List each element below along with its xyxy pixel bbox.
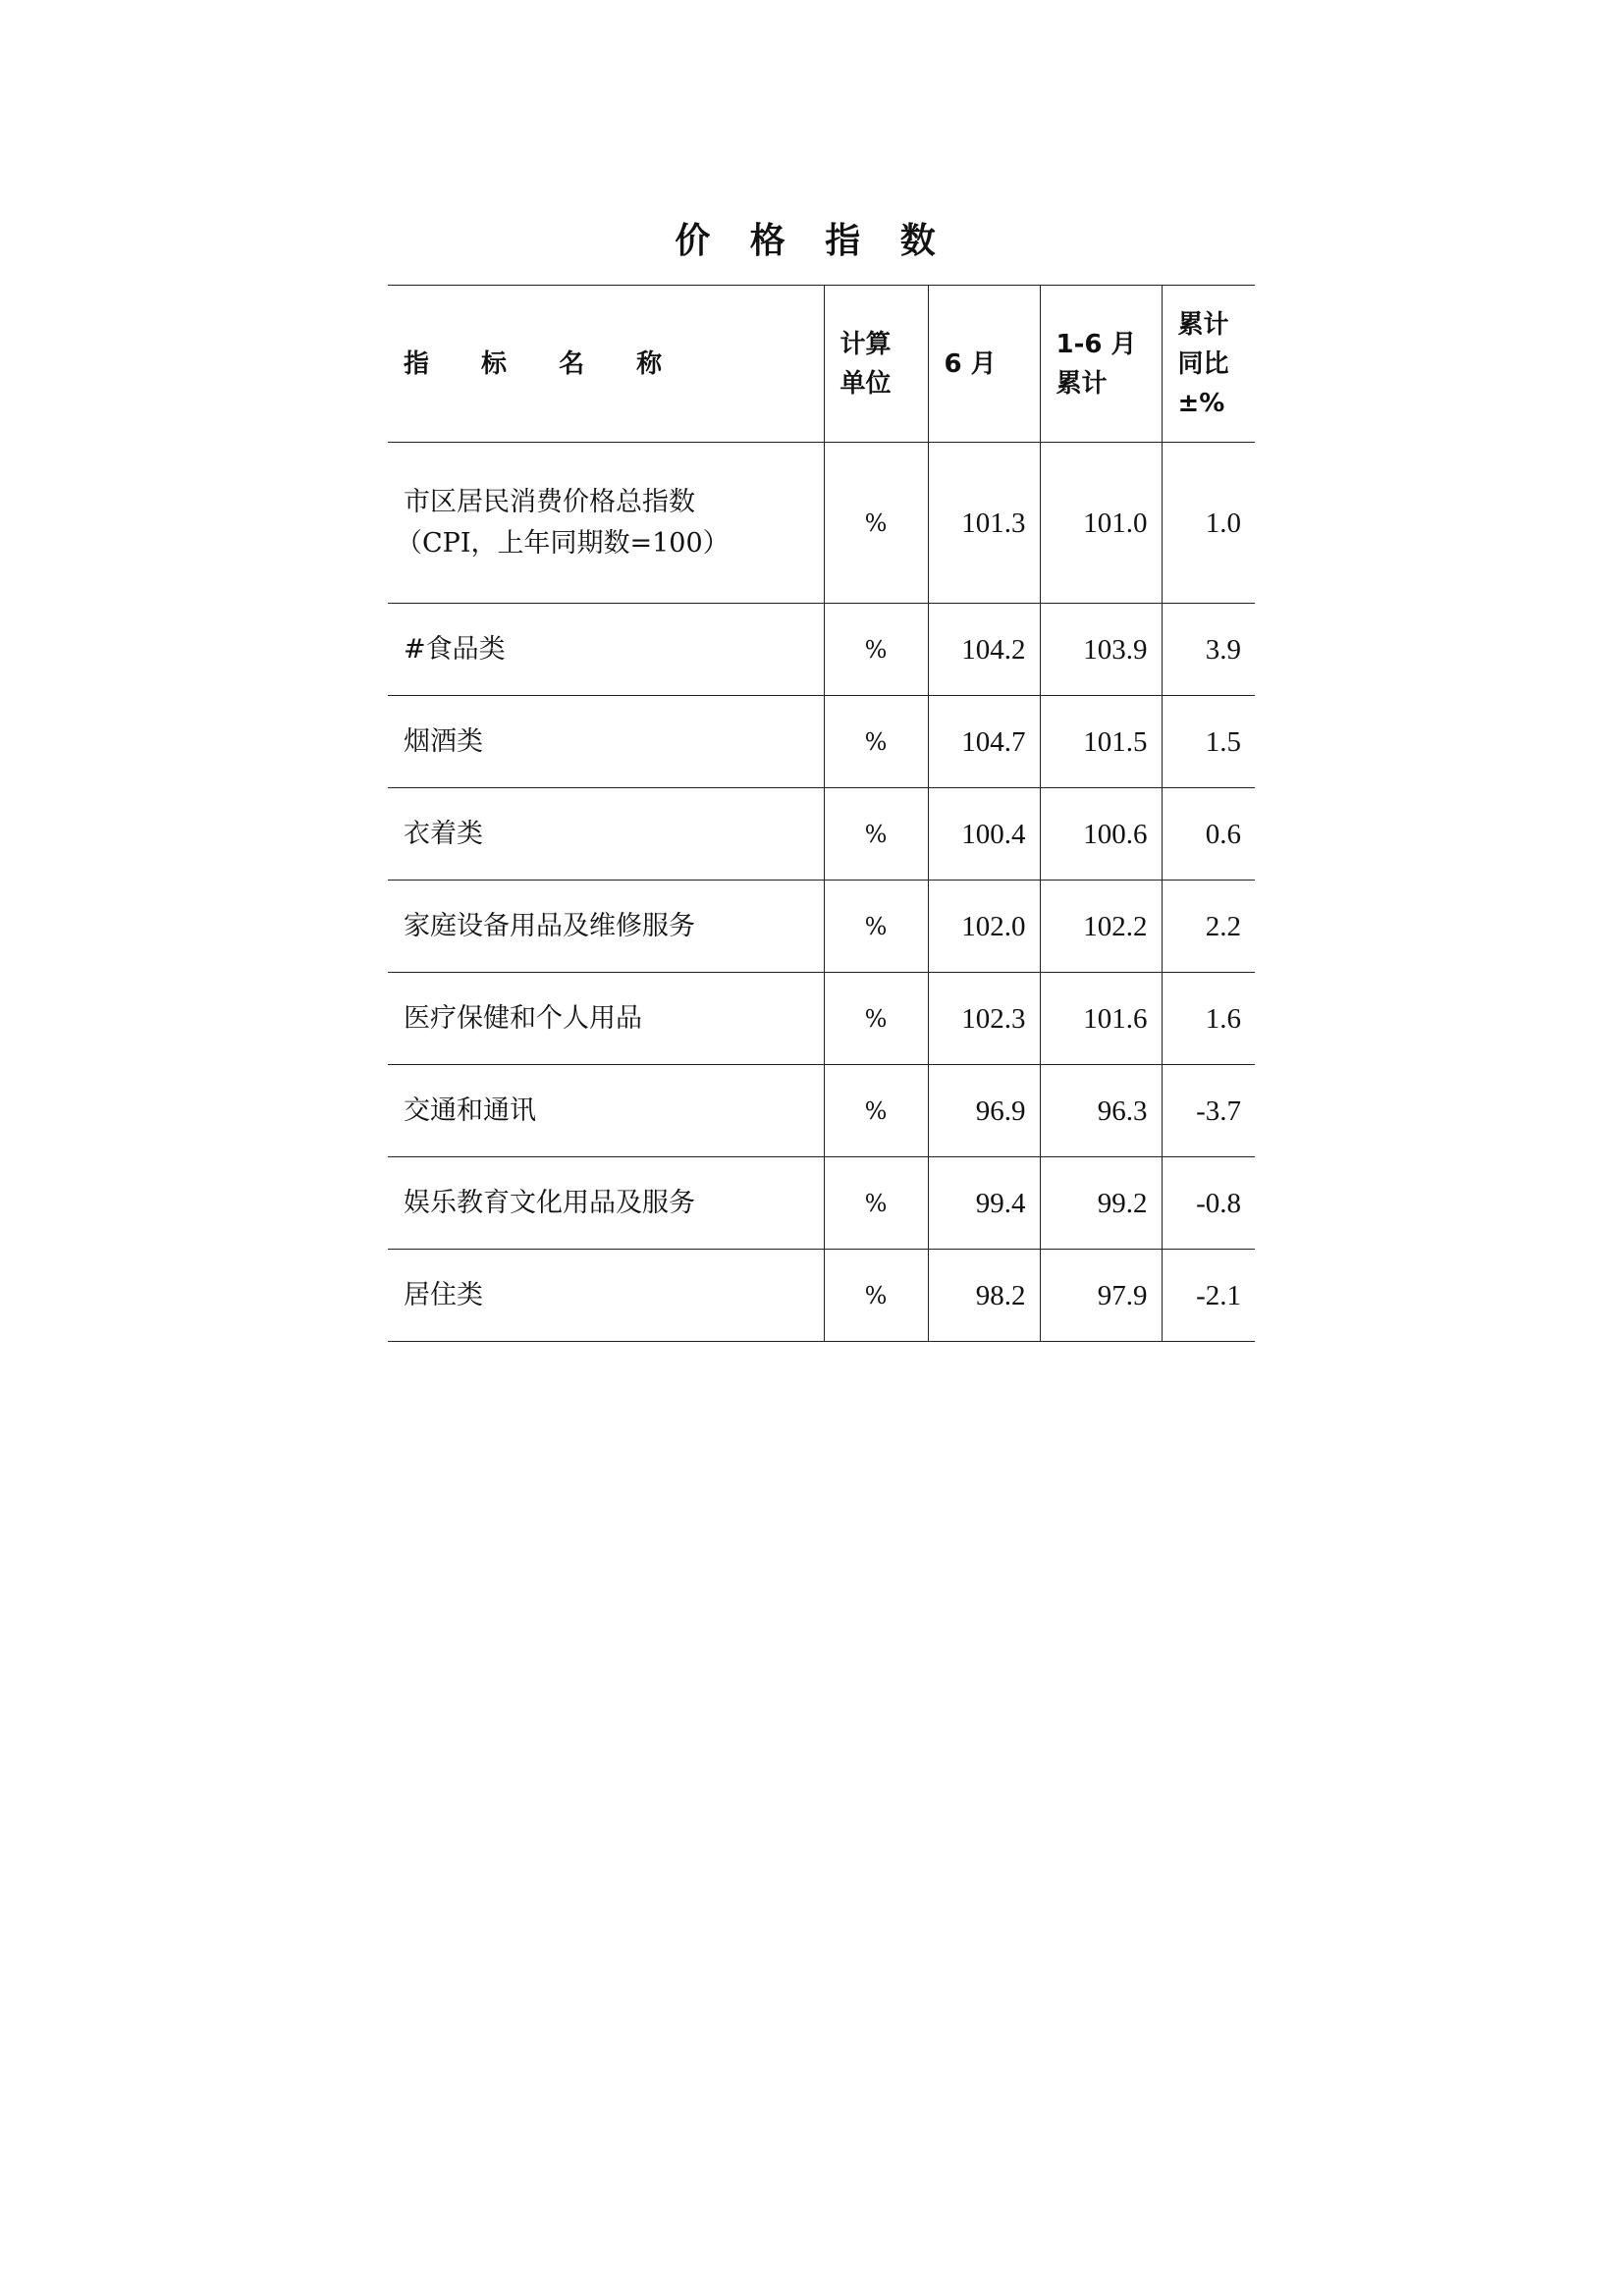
header-yoy-line: 累计 [1177,309,1229,340]
row-june: 102.0 [928,881,1040,973]
table-row [388,696,1255,788]
row-cumulative: 103.9 [1040,604,1162,696]
row-name-line: 烟酒类 [404,725,483,757]
row-cumulative: 96.3 [1040,1065,1162,1157]
row-cumulative: 97.9 [1040,1250,1162,1342]
header-june: 6 月 [928,286,1040,443]
row-cumulative: 99.2 [1040,1157,1162,1250]
table-row [388,881,1255,973]
header-cumulative-line: 1-6 月 [1056,329,1137,359]
row-name [388,443,824,604]
row-yoy: -3.7 [1162,1065,1255,1157]
row-name-line: #食品类 [404,633,506,665]
row-yoy: 1.5 [1162,696,1255,788]
row-name-line: （CPI，上年同期数=100） [396,527,730,559]
row-name-line: 市区居民消费价格总指数 [404,486,695,517]
page-title: 价 格 指 数 [675,221,949,261]
table-row [388,604,1255,696]
row-unit: % [824,881,928,973]
table-row [388,443,1255,604]
row-unit: % [824,788,928,881]
row-june: 104.2 [928,604,1040,696]
table-row [388,1250,1255,1342]
row-name [388,604,824,696]
row-june: 99.4 [928,1157,1040,1250]
row-name-line: 医疗保健和个人用品 [404,1002,642,1034]
row-unit: % [824,973,928,1065]
header-unit-line: 计算 [839,329,892,359]
row-name [388,788,824,881]
row-unit: % [824,1157,928,1250]
header-yoy [1162,286,1255,443]
row-cumulative: 100.6 [1040,788,1162,881]
row-yoy: 0.6 [1162,788,1255,881]
header-unit-line: 单位 [839,368,892,399]
row-name-line: 交通和通讯 [404,1095,536,1126]
header-yoy-line: ±% [1177,388,1225,418]
row-cumulative: 101.0 [1040,443,1162,604]
header-cumulative [1040,286,1162,443]
header-unit [824,286,928,443]
row-name [388,881,824,973]
row-june: 96.9 [928,1065,1040,1157]
row-june: 104.7 [928,696,1040,788]
row-unit: % [824,1250,928,1342]
row-name [388,1250,824,1342]
row-name [388,696,824,788]
row-yoy: 2.2 [1162,881,1255,973]
row-cumulative: 101.5 [1040,696,1162,788]
table-row [388,788,1255,881]
row-name [388,1157,824,1250]
row-june: 98.2 [928,1250,1040,1342]
price-index-table [388,285,1255,1342]
table-row [388,1065,1255,1157]
table-row [388,1157,1255,1250]
row-name-line: 家庭设备用品及维修服务 [404,910,695,941]
header-cumulative-line: 累计 [1056,368,1108,399]
row-name-line: 娱乐教育文化用品及服务 [404,1187,695,1218]
header-indicator-name: 指 标 名 称 [388,286,824,443]
table-header-row [388,286,1255,443]
row-june: 100.4 [928,788,1040,881]
row-unit: % [824,1065,928,1157]
row-name-line: 衣着类 [404,818,483,849]
row-june: 101.3 [928,443,1040,604]
row-unit: % [824,443,928,604]
row-june: 102.3 [928,973,1040,1065]
row-cumulative: 101.6 [1040,973,1162,1065]
row-yoy: 1.0 [1162,443,1255,604]
row-yoy: -2.1 [1162,1250,1255,1342]
row-unit: % [824,696,928,788]
row-name [388,1065,824,1157]
row-name-line: 居住类 [404,1279,483,1310]
row-name [388,973,824,1065]
table-row [388,973,1255,1065]
header-yoy-line: 同比 [1177,348,1229,379]
row-unit: % [824,604,928,696]
row-yoy: 1.6 [1162,973,1255,1065]
row-cumulative: 102.2 [1040,881,1162,973]
row-yoy: 3.9 [1162,604,1255,696]
row-yoy: -0.8 [1162,1157,1255,1250]
